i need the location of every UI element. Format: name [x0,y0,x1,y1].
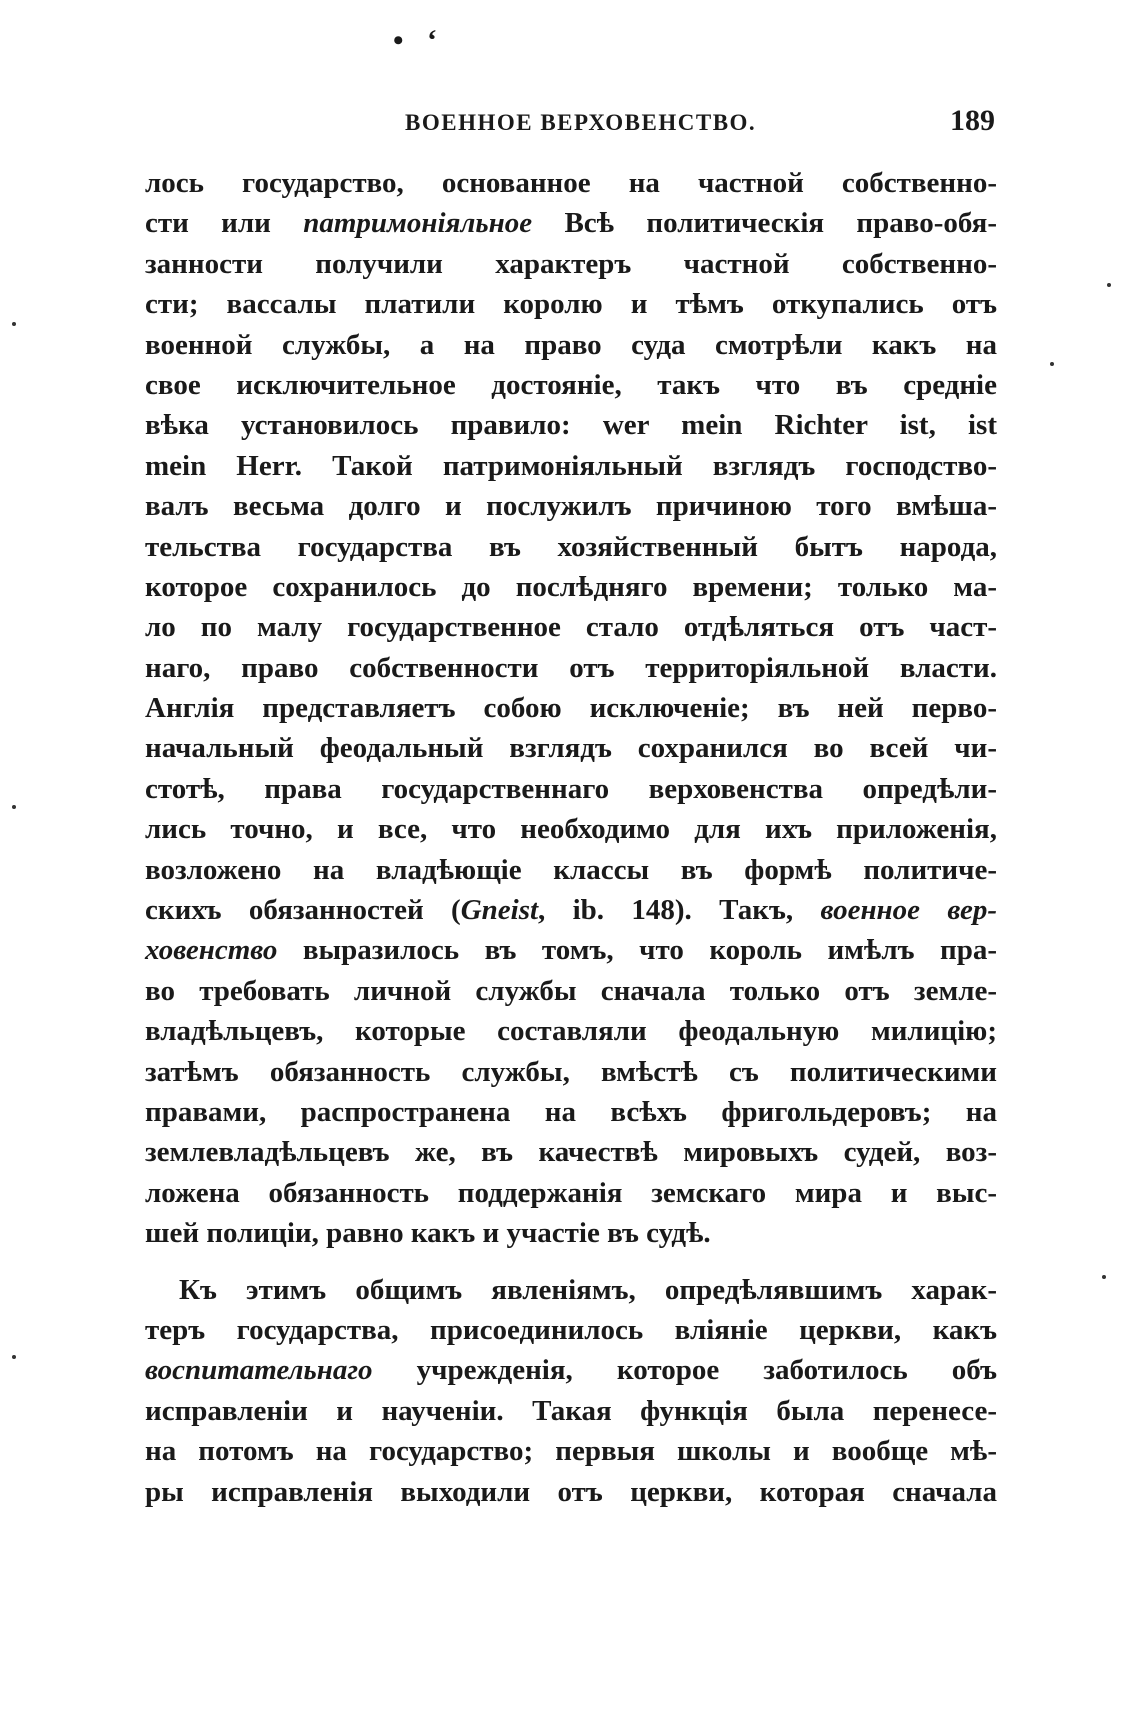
text-line: на потомъ на государство; первыя школы и вообще мѣ- [145,1435,997,1468]
text-line: тельства государства въ хозяйственный бытъ народа, [145,530,997,563]
text-line [145,890,997,930]
text-span: выразилось въ томъ, что король имѣлъ пра- [277,934,997,967]
text-line: военной службы, а на право суда смотрѣли какъ на [145,328,997,361]
text-line: Англія представляетъ собою исключеніе; въ ней перво- [145,692,997,725]
text-line: валъ весьма долго и послужилъ причиною того вмѣша- [145,490,997,523]
text-line: стотѣ, права государственнаго верховенства опредѣли- [145,772,997,805]
text-line: ло по малу государственное стало отдѣляться отъ част- [145,611,997,644]
scan-speck [12,1355,16,1359]
text-line: занности получили характеръ частной собственно- [145,247,997,280]
text-line: землевладѣльцевъ же, въ качествѣ мировыхъ судей, воз- [145,1136,997,1169]
scan-speck [1050,362,1054,366]
scan-speck [1107,283,1111,287]
text-line: mein Herr. Такой патримоніяльный взглядъ господство- [145,449,997,482]
scan-speck [12,805,16,809]
text-line: ложена обязанность поддержанія земскаго мира и выс- [145,1176,997,1209]
text-span: Всѣ политическія право-обя- [532,207,997,240]
text-line: свое исключительное достояніе, такъ что въ средніе [145,368,997,401]
text-line: сти; вассалы платили королю и тѣмъ откупались отъ [145,288,997,321]
text-span: учрежденія, которое заботилось объ [372,1354,997,1387]
print-marks: • ‘ [393,24,445,57]
paragraph-2 [145,1270,997,1512]
paragraph-1 [145,163,997,1254]
citation-author: Gneist [460,894,539,927]
scan-speck [12,322,16,326]
text-span: скихъ обязанностей ( [145,894,461,927]
text-line: владѣльцевъ, которые составляли феодальную милицію; [145,1015,997,1048]
text-line: правами, распространена на всѣхъ фригольдеровъ; на [145,1095,997,1128]
text-line: лось государство, основанное на частной собственно- [145,167,997,199]
text-line: шей полиціи, равно какъ и участіе въ судѣ. [145,1217,711,1250]
paragraph-gap [145,1254,997,1270]
emphasis-term: военное вер- [820,894,997,927]
page-header [145,104,995,144]
text-line: во требовать личной службы сначала только отъ земле- [145,974,997,1007]
body-text [145,163,997,1512]
text-line: Къ этимъ общимъ явленіямъ, опредѣлявшимъ харак- [179,1273,997,1306]
page-number: 189 [950,104,995,137]
text-span: , ib. 148). Такъ, [538,894,821,927]
text-line [145,1350,997,1390]
text-span: сти или [145,207,304,240]
text-line: исправленіи и наученіи. Такая функція была перенесе- [145,1394,997,1427]
running-title: ВОЕННОЕ ВЕРХОВЕНСТВО. [405,110,757,135]
text-line: которое сохранилось до послѣдняго времени; только ма- [145,570,997,603]
text-line: возложено на владѣющіе классы въ формѣ политиче- [145,853,997,886]
text-line [145,930,997,970]
text-line: лись точно, и все, что необходимо для ихъ приложенія, [145,813,997,846]
emphasis-term: ховенство [145,934,278,967]
emphasis-term: патримоніяльное [303,207,533,240]
text-line: вѣка установилось правило: wer mein Richter ist, ist [145,409,997,442]
text-line: наго, право собственности отъ территоріяльной власти. [145,651,997,684]
text-line [145,203,997,243]
text-line: начальный феодальный взглядъ сохранился во всей чи- [145,732,997,765]
scan-speck [1102,1275,1106,1279]
emphasis-term: воспитательнаго [145,1354,373,1387]
text-line: теръ государства, присоединилось вліяніе церкви, какъ [145,1313,997,1346]
text-line: ры исправленія выходили отъ церкви, которая сначала [145,1475,997,1508]
text-line: затѣмъ обязанность службы, вмѣстѣ съ политическими [145,1055,997,1088]
